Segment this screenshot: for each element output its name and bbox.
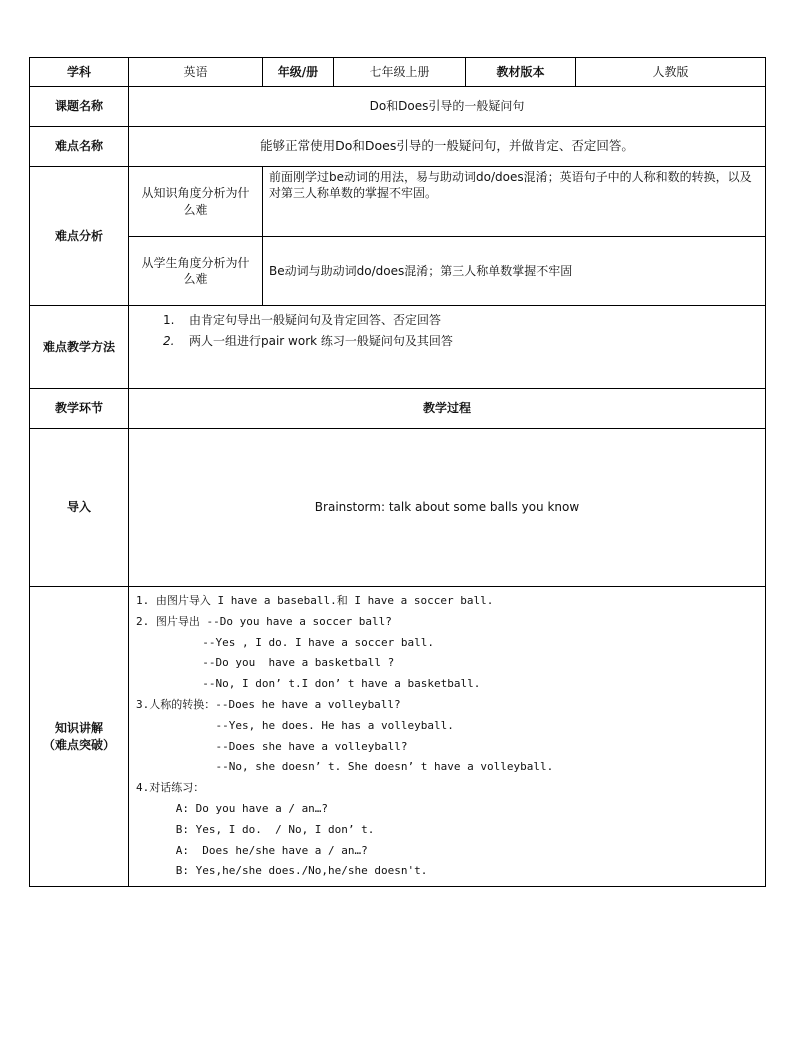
step-line: --No, I don’ t.I don’ t have a basketball. <box>136 677 481 691</box>
knowledge-angle-text: 前面刚学过be动词的用法，易与助动词do/does混淆；英语句子中的人称和数的转换，以及对第三人称单数的掌握不牢固。 <box>263 167 766 237</box>
method-item-text: 两人一组进行pair work 练习一般疑问句及其回答 <box>189 334 453 349</box>
step-line: 3.人称的转换：--Does he have a volleyball? <box>136 697 401 711</box>
step-line: 2. 图片导出 --Do you have a soccer ball? <box>136 614 392 628</box>
method-item <box>129 310 765 331</box>
topic-label: 课题名称 <box>30 87 129 127</box>
method-row <box>30 306 766 389</box>
method-list <box>129 306 765 368</box>
grade-value: 七年级上册 <box>334 58 466 87</box>
step-line: A: Does he/she have a / an…? <box>136 843 368 857</box>
explain-sublabel: （难点突破） <box>42 737 115 752</box>
step-line: A: Do you have a / an…? <box>136 801 329 815</box>
difficulty-row <box>30 127 766 167</box>
step-line: --Yes , I do. I have a soccer ball. <box>136 635 435 649</box>
grade-label: 年级/册 <box>263 58 334 87</box>
step-line: --No, she doesn’ t. She doesn’ t have a volleyball. <box>136 760 554 774</box>
analysis-knowledge-row <box>30 167 766 237</box>
analysis-student-row <box>30 237 766 306</box>
subject-label: 学科 <box>30 58 129 87</box>
step-line: --Yes, he does. He has a volleyball. <box>136 718 454 732</box>
step-line: --Does she have a volleyball? <box>136 739 408 753</box>
explain-row <box>30 587 766 887</box>
knowledge-angle-label: 从知识角度分析为什么难 <box>129 167 263 237</box>
header-row <box>30 58 766 87</box>
intro-text: Brainstorm: talk about some balls you know <box>129 429 766 587</box>
intro-label: 导入 <box>30 429 129 587</box>
method-label: 难点教学方法 <box>30 306 129 389</box>
method-item <box>129 331 765 352</box>
step-line: 1. 由图片导入 I have a baseball.和 I have a soccer ball. <box>136 593 494 607</box>
difficulty-value: 能够正常使用Do和Does引导的一般疑问句，并做肯定、否定回答。 <box>129 127 766 167</box>
step-line: --Do you have a basketball ? <box>136 656 395 670</box>
textbook-label: 教材版本 <box>466 58 576 87</box>
topic-value: Do和Does引导的一般疑问句 <box>129 87 766 127</box>
step-line: 4.对话练习： <box>136 781 205 795</box>
subject-value: 英语 <box>129 58 263 87</box>
method-item-number: 2. <box>163 334 175 349</box>
student-angle-label: 从学生角度分析为什么难 <box>129 237 263 306</box>
method-item-number: 1. <box>163 313 175 328</box>
explain-steps <box>129 587 765 886</box>
intro-row <box>30 429 766 587</box>
process-header-row <box>30 389 766 429</box>
difficulty-label: 难点名称 <box>30 127 129 167</box>
method-item-text: 由肯定句导出一般疑问句及肯定回答、否定回答 <box>189 313 442 328</box>
process-header: 教学过程 <box>129 389 766 429</box>
lesson-plan-table <box>29 57 766 887</box>
stage-header: 教学环节 <box>30 389 129 429</box>
explain-label: 知识讲解 <box>54 721 103 736</box>
step-line: B: Yes, I do. / No, I don’ t. <box>136 822 375 836</box>
step-line: B: Yes,he/she does./No,he/she doesn't. <box>136 864 428 878</box>
student-angle-text: Be动词与助动词do/does混淆；第三人称单数掌握不牢固 <box>263 237 766 306</box>
topic-row <box>30 87 766 127</box>
textbook-value: 人教版 <box>576 58 766 87</box>
analysis-label: 难点分析 <box>30 167 129 306</box>
